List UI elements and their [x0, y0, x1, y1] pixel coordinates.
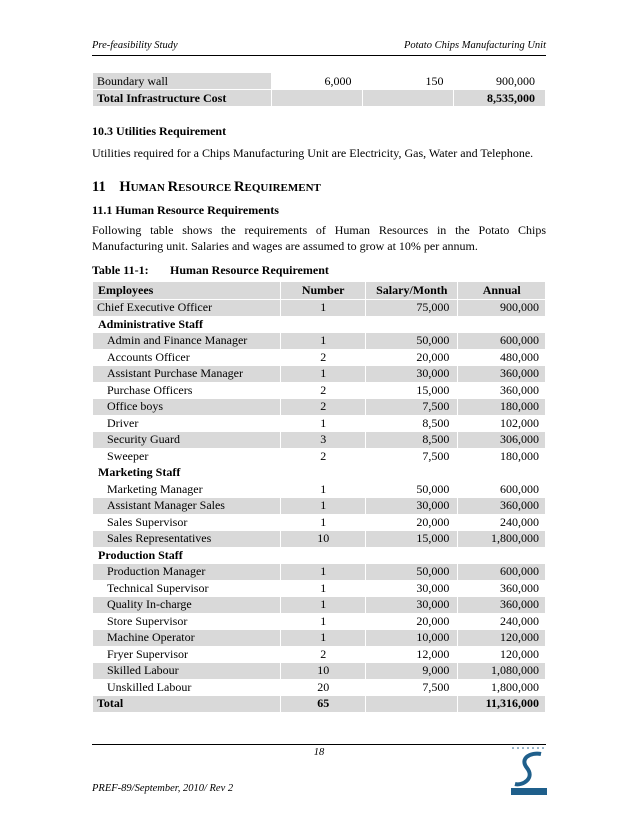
employee-name: Purchase Officers: [93, 382, 281, 399]
header-divider: [92, 55, 546, 56]
header-left: Pre-feasibility Study: [92, 40, 178, 51]
empty-cell: [281, 316, 366, 333]
employee-name: Quality In-charge: [93, 597, 281, 614]
table-caption: [92, 263, 329, 278]
annual-cost: 900,000: [458, 300, 546, 317]
employee-count: 2: [281, 382, 366, 399]
section-heading: 11.1 Human Resource Requirements: [92, 203, 279, 217]
empty-cell: [366, 465, 458, 482]
table-total-row: [93, 696, 546, 713]
annual-cost: 240,000: [458, 613, 546, 630]
salary-month: 7,500: [366, 399, 458, 416]
table-row: [93, 300, 546, 317]
employee-count: 1: [281, 630, 366, 647]
empty-cell: [366, 547, 458, 564]
employee-name: Sales Representatives: [93, 531, 281, 548]
chapter-heading: [92, 179, 321, 196]
empty-cell: [281, 547, 366, 564]
employee-name: Technical Supervisor: [93, 580, 281, 597]
employee-count: 1: [281, 300, 366, 317]
employee-name: Store Supervisor: [93, 613, 281, 630]
employee-name: Production Manager: [93, 564, 281, 581]
table-row: [93, 382, 546, 399]
employee-name: Marketing Manager: [93, 481, 281, 498]
salary-month: 8,500: [366, 415, 458, 432]
empty-cell: [281, 465, 366, 482]
employee-count: 1: [281, 366, 366, 383]
employee-count: 2: [281, 448, 366, 465]
table-header-row: [93, 282, 546, 300]
table-row: [93, 646, 546, 663]
employee-name: Chief Executive Officer: [93, 300, 281, 317]
employee-count: 1: [281, 498, 366, 515]
employee-count: 20: [281, 679, 366, 696]
employee-count: 1: [281, 514, 366, 531]
infra-rate: 150: [362, 73, 454, 90]
section-label: Marketing Staff: [93, 465, 281, 482]
table-row: [93, 597, 546, 614]
employee-name: Sweeper: [93, 448, 281, 465]
table-row: [93, 531, 546, 548]
paragraph: Following table shows the requirements of Human Resources in the Potato Chips Manufacturing unit. Salaries and wages are assumed to grow at 10% per annum.: [92, 223, 546, 253]
annual-cost: 1,080,000: [458, 663, 546, 680]
header-right: Potato Chips Manufacturing Unit: [403, 40, 546, 51]
employee-name: Sales Supervisor: [93, 514, 281, 531]
annual-cost: 600,000: [458, 564, 546, 581]
section-heading: 10.3 Utilities Requirement: [92, 124, 227, 138]
infra-item: Boundary wall: [93, 73, 272, 90]
employee-count: 2: [281, 646, 366, 663]
employee-count: 1: [281, 415, 366, 432]
salary-month: 30,000: [366, 597, 458, 614]
annual-cost: 306,000: [458, 432, 546, 449]
employee-name: Skilled Labour: [93, 663, 281, 680]
infra-qty: 6,000: [272, 73, 362, 90]
annual-cost: 360,000: [458, 382, 546, 399]
annual-cost: 1,800,000: [458, 531, 546, 548]
salary-month: 10,000: [366, 630, 458, 647]
table-row: [93, 90, 546, 107]
employee-count: 2: [281, 399, 366, 416]
annual-cost: 360,000: [458, 597, 546, 614]
table-row: [93, 564, 546, 581]
table-row: [93, 514, 546, 531]
column-header: Salary/Month: [366, 282, 458, 300]
salary-month: 7,500: [366, 448, 458, 465]
employee-name: Office boys: [93, 399, 281, 416]
column-header: Number: [281, 282, 366, 300]
salary-month: 7,500: [366, 679, 458, 696]
chapter-title: HUMAN RESOURCE REQUIREMENT: [119, 179, 321, 195]
annual-cost: 360,000: [458, 498, 546, 515]
salary-month: 30,000: [366, 498, 458, 515]
annual-cost: 240,000: [458, 514, 546, 531]
annual-cost: 180,000: [458, 399, 546, 416]
employee-count: 1: [281, 613, 366, 630]
table-row: [93, 366, 546, 383]
annual-cost: 360,000: [458, 580, 546, 597]
infra-rate: [362, 90, 454, 107]
employee-count: 1: [281, 333, 366, 350]
table-row: [93, 481, 546, 498]
table-section-row: [93, 316, 546, 333]
salary-month: 50,000: [366, 564, 458, 581]
page-header: [92, 40, 546, 51]
salary-month: 9,000: [366, 663, 458, 680]
empty-cell: [458, 465, 546, 482]
employee-count: 1: [281, 580, 366, 597]
table-section-row: [93, 547, 546, 564]
caption-label: Table 11-1:: [92, 263, 149, 277]
infra-item: Total Infrastructure Cost: [93, 90, 272, 107]
table-row: [93, 630, 546, 647]
employee-count: 10: [281, 531, 366, 548]
table-row: [93, 333, 546, 350]
salary-month: 30,000: [366, 580, 458, 597]
table-row: [93, 580, 546, 597]
infra-cost: 900,000: [454, 73, 546, 90]
salary-month: 8,500: [366, 432, 458, 449]
table-row: [93, 613, 546, 630]
employee-name: Driver: [93, 415, 281, 432]
table-row: [93, 448, 546, 465]
annual-cost: 120,000: [458, 630, 546, 647]
salary-month: 12,000: [366, 646, 458, 663]
annual-cost: 102,000: [458, 415, 546, 432]
employee-name: Unskilled Labour: [93, 679, 281, 696]
employee-count: 3: [281, 432, 366, 449]
chapter-number: 11: [92, 179, 106, 195]
table-row: [93, 432, 546, 449]
annual-cost: 1,800,000: [458, 679, 546, 696]
salary-month: 20,000: [366, 514, 458, 531]
annual-cost: 600,000: [458, 333, 546, 350]
employee-name: Machine Operator: [93, 630, 281, 647]
salary-month: 20,000: [366, 349, 458, 366]
annual-cost: 11,316,000: [458, 696, 546, 713]
employee-name: Security Guard: [93, 432, 281, 449]
table-row: [93, 679, 546, 696]
employee-name: Admin and Finance Manager: [93, 333, 281, 350]
footer-divider: [92, 744, 546, 745]
annual-cost: 120,000: [458, 646, 546, 663]
salary-month: 30,000: [366, 366, 458, 383]
table-row: [93, 663, 546, 680]
employee-name: Assistant Purchase Manager: [93, 366, 281, 383]
employee-count: 1: [281, 597, 366, 614]
salary-month: 15,000: [366, 531, 458, 548]
empty-cell: [458, 316, 546, 333]
employee-count: 1: [281, 564, 366, 581]
infra-qty: [272, 90, 362, 107]
column-header: Employees: [93, 282, 281, 300]
employee-name: Accounts Officer: [93, 349, 281, 366]
salary-month: 50,000: [366, 333, 458, 350]
infrastructure-table: [92, 72, 546, 107]
hr-table: [92, 281, 546, 713]
footer-reference: PREF-89/September, 2010/ Rev 2: [92, 783, 234, 794]
employee-name: Assistant Manager Sales: [93, 498, 281, 515]
employee-count: 65: [281, 696, 366, 713]
table-section-row: [93, 465, 546, 482]
column-header: Annual: [458, 282, 546, 300]
table-row: [93, 498, 546, 515]
annual-cost: 600,000: [458, 481, 546, 498]
employee-name: Total: [93, 696, 281, 713]
infra-cost: 8,535,000: [454, 90, 546, 107]
empty-cell: [458, 547, 546, 564]
salary-month: 20,000: [366, 613, 458, 630]
annual-cost: 180,000: [458, 448, 546, 465]
paragraph: Utilities required for a Chips Manufacturing Unit are Electricity, Gas, Water and Telephone.: [92, 146, 534, 160]
empty-cell: [366, 316, 458, 333]
salary-month: 50,000: [366, 481, 458, 498]
employee-count: 1: [281, 481, 366, 498]
caption-title: Human Resource Requirement: [170, 263, 329, 277]
section-label: Administrative Staff: [93, 316, 281, 333]
table-row: [93, 399, 546, 416]
smeda-logo: [509, 746, 549, 796]
salary-month: 15,000: [366, 382, 458, 399]
table-row: [93, 349, 546, 366]
employee-name: Fryer Supervisor: [93, 646, 281, 663]
employee-count: 10: [281, 663, 366, 680]
salary-month: [366, 696, 458, 713]
table-row: [93, 415, 546, 432]
annual-cost: 360,000: [458, 366, 546, 383]
table-row: [93, 73, 546, 90]
page-number: 18: [313, 747, 325, 758]
employee-count: 2: [281, 349, 366, 366]
salary-month: 75,000: [366, 300, 458, 317]
section-label: Production Staff: [93, 547, 281, 564]
annual-cost: 480,000: [458, 349, 546, 366]
